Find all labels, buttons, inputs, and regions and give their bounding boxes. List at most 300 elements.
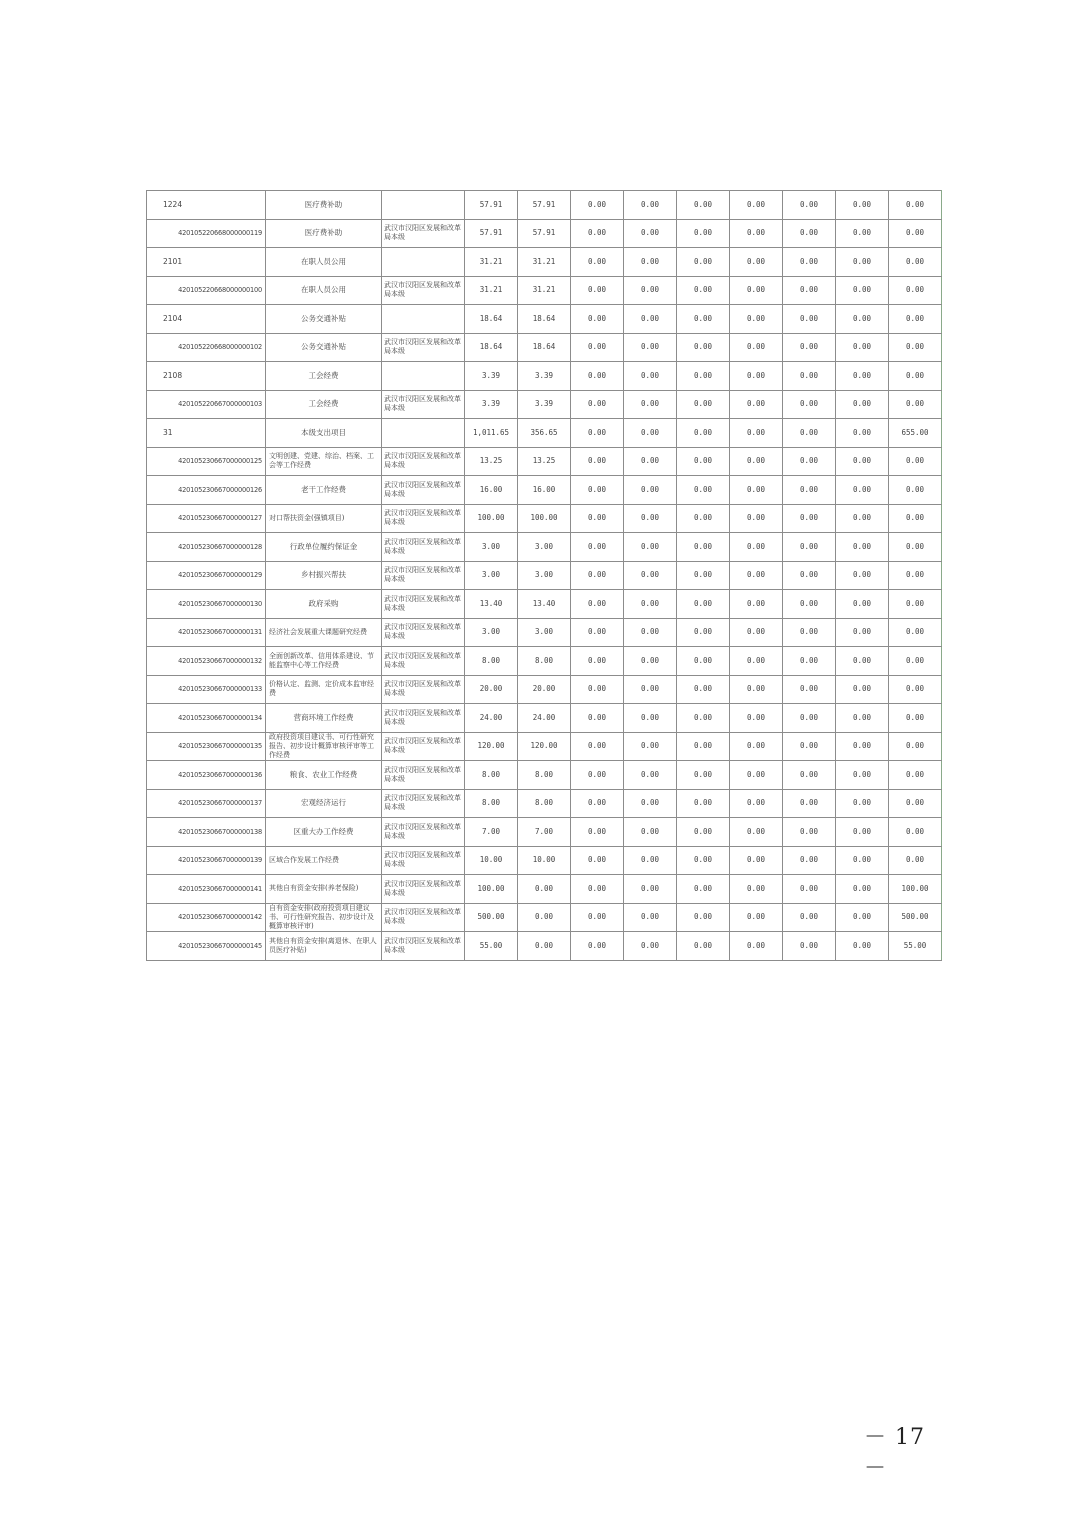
row-amount: 0.00 — [783, 675, 836, 704]
row-amount: 0.00 — [677, 333, 730, 362]
row-amount: 0.00 — [889, 732, 942, 761]
row-amount: 0.00 — [836, 818, 889, 847]
row-amount: 0.00 — [730, 191, 783, 220]
row-amount: 8.00 — [465, 647, 518, 676]
row-amount: 0.00 — [571, 362, 624, 391]
row-amount: 0.00 — [624, 333, 677, 362]
row-amount: 100.00 — [465, 504, 518, 533]
row-amount: 500.00 — [465, 903, 518, 932]
table-row — [147, 704, 942, 733]
row-name: 自有资金安排(政府投资项目建议书、可行性研究报告、初步设计及概算审核评审) — [266, 903, 382, 932]
row-name: 乡村振兴帮扶 — [266, 561, 382, 590]
row-amount: 0.00 — [730, 818, 783, 847]
row-amount: 0.00 — [836, 903, 889, 932]
row-amount: 0.00 — [571, 305, 624, 334]
row-code: 2104 — [147, 305, 266, 334]
row-amount: 0.00 — [730, 761, 783, 790]
row-unit: 武汉市汉阳区发展和改革局本级 — [382, 675, 465, 704]
table-body — [147, 191, 942, 961]
row-amount: 0.00 — [889, 191, 942, 220]
row-amount: 0.00 — [889, 818, 942, 847]
row-amount: 0.00 — [783, 533, 836, 562]
row-amount: 31.21 — [465, 276, 518, 305]
row-amount: 0.00 — [677, 761, 730, 790]
row-unit: 武汉市汉阳区发展和改革局本级 — [382, 818, 465, 847]
row-amount: 8.00 — [518, 789, 571, 818]
row-amount: 0.00 — [783, 875, 836, 904]
row-amount: 3.39 — [518, 362, 571, 391]
row-amount: 0.00 — [889, 276, 942, 305]
row-amount: 0.00 — [730, 476, 783, 505]
row-amount: 0.00 — [677, 903, 730, 932]
row-amount: 8.00 — [465, 761, 518, 790]
row-amount: 0.00 — [783, 590, 836, 619]
row-unit: 武汉市汉阳区发展和改革局本级 — [382, 875, 465, 904]
row-name: 政府采购 — [266, 590, 382, 619]
row-amount: 0.00 — [571, 647, 624, 676]
row-unit — [382, 248, 465, 277]
row-amount: 0.00 — [889, 647, 942, 676]
row-amount: 0.00 — [571, 903, 624, 932]
row-amount: 57.91 — [465, 219, 518, 248]
row-amount: 55.00 — [889, 932, 942, 961]
row-code: 420105230667000000125 — [147, 447, 266, 476]
row-amount: 0.00 — [836, 789, 889, 818]
row-amount: 0.00 — [624, 305, 677, 334]
row-amount: 0.00 — [783, 647, 836, 676]
row-amount: 0.00 — [889, 561, 942, 590]
row-amount: 0.00 — [624, 875, 677, 904]
row-amount: 0.00 — [889, 704, 942, 733]
row-amount: 655.00 — [889, 419, 942, 448]
row-name: 区域合作发展工作经费 — [266, 846, 382, 875]
row-amount: 0.00 — [783, 333, 836, 362]
row-amount: 0.00 — [571, 248, 624, 277]
row-amount: 0.00 — [783, 219, 836, 248]
row-amount: 0.00 — [518, 932, 571, 961]
row-amount: 31.21 — [465, 248, 518, 277]
row-amount: 0.00 — [730, 504, 783, 533]
table-row — [147, 362, 942, 391]
row-amount: 0.00 — [624, 390, 677, 419]
row-unit: 武汉市汉阳区发展和改革局本级 — [382, 590, 465, 619]
row-amount: 0.00 — [889, 390, 942, 419]
row-amount: 0.00 — [783, 789, 836, 818]
row-amount: 0.00 — [889, 846, 942, 875]
row-amount: 0.00 — [571, 419, 624, 448]
row-amount: 0.00 — [836, 704, 889, 733]
row-amount: 0.00 — [889, 305, 942, 334]
row-amount: 0.00 — [783, 447, 836, 476]
row-amount: 100.00 — [889, 875, 942, 904]
row-amount: 0.00 — [677, 561, 730, 590]
row-amount: 0.00 — [783, 846, 836, 875]
row-amount: 0.00 — [889, 476, 942, 505]
row-code: 420105230667000000130 — [147, 590, 266, 619]
row-amount: 0.00 — [730, 618, 783, 647]
row-unit: 武汉市汉阳区发展和改革局本级 — [382, 903, 465, 932]
table-row — [147, 875, 942, 904]
row-amount: 31.21 — [518, 276, 571, 305]
row-amount: 0.00 — [571, 704, 624, 733]
row-amount: 0.00 — [730, 675, 783, 704]
row-amount: 0.00 — [730, 875, 783, 904]
row-amount: 0.00 — [730, 846, 783, 875]
row-amount: 3.00 — [518, 618, 571, 647]
row-amount: 0.00 — [783, 761, 836, 790]
row-amount: 0.00 — [571, 476, 624, 505]
row-amount: 24.00 — [518, 704, 571, 733]
row-name: 工会经费 — [266, 362, 382, 391]
row-amount: 16.00 — [465, 476, 518, 505]
row-amount: 100.00 — [465, 875, 518, 904]
row-amount: 8.00 — [518, 647, 571, 676]
row-name: 营商环境工作经费 — [266, 704, 382, 733]
row-amount: 0.00 — [783, 732, 836, 761]
table-row — [147, 248, 942, 277]
table-row — [147, 846, 942, 875]
row-amount: 3.00 — [465, 618, 518, 647]
row-amount: 0.00 — [571, 875, 624, 904]
table-row — [147, 533, 942, 562]
row-amount: 0.00 — [783, 932, 836, 961]
row-amount: 0.00 — [730, 219, 783, 248]
row-amount: 0.00 — [836, 333, 889, 362]
row-amount: 57.91 — [465, 191, 518, 220]
row-amount: 1,011.65 — [465, 419, 518, 448]
row-amount: 3.39 — [465, 390, 518, 419]
row-unit: 武汉市汉阳区发展和改革局本级 — [382, 561, 465, 590]
row-amount: 24.00 — [465, 704, 518, 733]
row-amount: 0.00 — [783, 419, 836, 448]
table-row — [147, 191, 942, 220]
row-amount: 0.00 — [624, 932, 677, 961]
row-amount: 0.00 — [730, 704, 783, 733]
row-unit: 武汉市汉阳区发展和改革局本级 — [382, 447, 465, 476]
row-amount: 0.00 — [889, 504, 942, 533]
table-row — [147, 818, 942, 847]
row-amount: 0.00 — [783, 276, 836, 305]
row-name: 工会经费 — [266, 390, 382, 419]
row-unit — [382, 191, 465, 220]
row-amount: 0.00 — [624, 419, 677, 448]
row-amount: 0.00 — [677, 504, 730, 533]
row-amount: 0.00 — [571, 191, 624, 220]
row-unit: 武汉市汉阳区发展和改革局本级 — [382, 276, 465, 305]
table-row — [147, 675, 942, 704]
row-amount: 0.00 — [624, 789, 677, 818]
row-amount: 0.00 — [624, 704, 677, 733]
row-name: 经济社会发展重大课题研究经费 — [266, 618, 382, 647]
row-amount: 0.00 — [624, 903, 677, 932]
row-amount: 0.00 — [889, 533, 942, 562]
row-code: 420105230667000000133 — [147, 675, 266, 704]
row-code: 420105230667000000138 — [147, 818, 266, 847]
row-amount: 0.00 — [836, 590, 889, 619]
row-amount: 0.00 — [677, 732, 730, 761]
row-amount: 0.00 — [677, 590, 730, 619]
row-amount: 0.00 — [677, 647, 730, 676]
row-amount: 356.65 — [518, 419, 571, 448]
row-unit: 武汉市汉阳区发展和改革局本级 — [382, 504, 465, 533]
row-amount: 0.00 — [836, 390, 889, 419]
row-amount: 55.00 — [465, 932, 518, 961]
row-amount: 0.00 — [836, 504, 889, 533]
row-amount: 18.64 — [465, 333, 518, 362]
row-amount: 0.00 — [677, 704, 730, 733]
row-amount: 0.00 — [571, 504, 624, 533]
row-unit: 武汉市汉阳区发展和改革局本级 — [382, 789, 465, 818]
row-unit: 武汉市汉阳区发展和改革局本级 — [382, 732, 465, 761]
row-amount: 0.00 — [677, 875, 730, 904]
row-amount: 0.00 — [624, 590, 677, 619]
row-amount: 0.00 — [836, 447, 889, 476]
row-amount: 8.00 — [465, 789, 518, 818]
row-amount: 0.00 — [624, 732, 677, 761]
row-amount: 0.00 — [889, 219, 942, 248]
row-amount: 0.00 — [836, 647, 889, 676]
row-name: 其他自有资金安排(养老保险) — [266, 875, 382, 904]
row-amount: 0.00 — [624, 476, 677, 505]
row-name: 在职人员公用 — [266, 276, 382, 305]
row-name: 对口帮扶资金(强镇项目) — [266, 504, 382, 533]
row-amount: 0.00 — [571, 618, 624, 647]
row-name: 公务交通补贴 — [266, 333, 382, 362]
row-amount: 0.00 — [783, 618, 836, 647]
row-unit — [382, 305, 465, 334]
row-amount: 0.00 — [624, 219, 677, 248]
row-amount: 0.00 — [571, 533, 624, 562]
row-amount: 0.00 — [783, 561, 836, 590]
row-amount: 0.00 — [836, 618, 889, 647]
table-row — [147, 447, 942, 476]
row-amount: 500.00 — [889, 903, 942, 932]
row-amount: 8.00 — [518, 761, 571, 790]
row-amount: 0.00 — [677, 789, 730, 818]
row-amount: 0.00 — [730, 590, 783, 619]
table-row — [147, 305, 942, 334]
table-row — [147, 618, 942, 647]
table-row — [147, 761, 942, 790]
row-unit: 武汉市汉阳区发展和改革局本级 — [382, 476, 465, 505]
row-amount: 0.00 — [889, 333, 942, 362]
row-amount: 0.00 — [624, 248, 677, 277]
row-name: 价格认定、监测、定价成本监审经费 — [266, 675, 382, 704]
row-amount: 0.00 — [624, 818, 677, 847]
table-row — [147, 590, 942, 619]
row-code: 420105220668000000100 — [147, 276, 266, 305]
table-row — [147, 903, 942, 932]
row-amount: 0.00 — [677, 675, 730, 704]
row-amount: 0.00 — [836, 248, 889, 277]
row-name: 行政单位履约保证金 — [266, 533, 382, 562]
row-amount: 0.00 — [624, 362, 677, 391]
row-amount: 0.00 — [624, 618, 677, 647]
row-code: 420105220668000000102 — [147, 333, 266, 362]
row-name: 全面创新改革、信用体系建设、节能监察中心等工作经费 — [266, 647, 382, 676]
row-unit — [382, 362, 465, 391]
row-amount: 0.00 — [730, 561, 783, 590]
row-name: 区重大办工作经费 — [266, 818, 382, 847]
row-name: 医疗费补助 — [266, 191, 382, 220]
row-amount: 0.00 — [677, 818, 730, 847]
row-amount: 0.00 — [730, 362, 783, 391]
row-amount: 0.00 — [571, 932, 624, 961]
row-amount: 0.00 — [730, 789, 783, 818]
row-amount: 0.00 — [571, 561, 624, 590]
row-amount: 0.00 — [889, 248, 942, 277]
row-amount: 0.00 — [518, 903, 571, 932]
row-amount: 0.00 — [571, 761, 624, 790]
row-amount: 0.00 — [836, 761, 889, 790]
row-code: 420105230667000000126 — [147, 476, 266, 505]
row-amount: 13.40 — [518, 590, 571, 619]
row-code: 420105230667000000127 — [147, 504, 266, 533]
row-amount: 0.00 — [624, 846, 677, 875]
row-amount: 0.00 — [571, 818, 624, 847]
row-code: 420105230667000000134 — [147, 704, 266, 733]
row-amount: 0.00 — [783, 305, 836, 334]
row-amount: 0.00 — [677, 846, 730, 875]
row-code: 31 — [147, 419, 266, 448]
row-amount: 0.00 — [836, 561, 889, 590]
row-name: 老干工作经费 — [266, 476, 382, 505]
row-amount: 0.00 — [571, 789, 624, 818]
row-amount: 0.00 — [836, 932, 889, 961]
budget-table — [146, 190, 942, 961]
row-name: 文明创建、党建、综治、档案、工会等工作经费 — [266, 447, 382, 476]
row-amount: 0.00 — [783, 476, 836, 505]
table-row — [147, 732, 942, 761]
row-code: 2108 — [147, 362, 266, 391]
row-amount: 0.00 — [836, 732, 889, 761]
table-row — [147, 561, 942, 590]
row-unit: 武汉市汉阳区发展和改革局本级 — [382, 618, 465, 647]
row-unit: 武汉市汉阳区发展和改革局本级 — [382, 390, 465, 419]
table-row — [147, 390, 942, 419]
row-amount: 0.00 — [836, 362, 889, 391]
row-amount: 13.25 — [518, 447, 571, 476]
row-amount: 18.64 — [465, 305, 518, 334]
row-amount: 0.00 — [624, 533, 677, 562]
row-amount: 0.00 — [624, 561, 677, 590]
row-amount: 0.00 — [677, 419, 730, 448]
row-amount: 0.00 — [836, 276, 889, 305]
row-amount: 0.00 — [783, 191, 836, 220]
row-amount: 0.00 — [730, 276, 783, 305]
row-amount: 0.00 — [730, 305, 783, 334]
row-amount: 100.00 — [518, 504, 571, 533]
row-amount: 0.00 — [783, 504, 836, 533]
row-name: 医疗费补助 — [266, 219, 382, 248]
table-row — [147, 476, 942, 505]
row-amount: 0.00 — [889, 618, 942, 647]
row-unit: 武汉市汉阳区发展和改革局本级 — [382, 333, 465, 362]
row-amount: 120.00 — [465, 732, 518, 761]
table-row — [147, 789, 942, 818]
row-amount: 0.00 — [836, 675, 889, 704]
row-amount: 0.00 — [836, 419, 889, 448]
row-unit: 武汉市汉阳区发展和改革局本级 — [382, 704, 465, 733]
row-amount: 0.00 — [730, 447, 783, 476]
row-amount: 0.00 — [571, 390, 624, 419]
row-amount: 0.00 — [836, 533, 889, 562]
row-amount: 3.00 — [465, 533, 518, 562]
row-code: 420105220668000000119 — [147, 219, 266, 248]
row-amount: 57.91 — [518, 191, 571, 220]
row-name: 政府投资项目建议书、可行性研究报告、初步设计概算审核评审等工作经费 — [266, 732, 382, 761]
row-amount: 0.00 — [571, 732, 624, 761]
row-amount: 0.00 — [624, 647, 677, 676]
row-amount: 0.00 — [677, 932, 730, 961]
row-amount: 31.21 — [518, 248, 571, 277]
table-row — [147, 276, 942, 305]
row-amount: 57.91 — [518, 219, 571, 248]
row-amount: 0.00 — [677, 447, 730, 476]
row-amount: 0.00 — [518, 875, 571, 904]
row-code: 2101 — [147, 248, 266, 277]
page-number: － 17 － — [864, 1425, 925, 1481]
row-unit: 武汉市汉阳区发展和改革局本级 — [382, 219, 465, 248]
row-amount: 13.25 — [465, 447, 518, 476]
row-amount: 0.00 — [677, 248, 730, 277]
row-code: 420105220667000000103 — [147, 390, 266, 419]
row-amount: 16.00 — [518, 476, 571, 505]
table-row — [147, 419, 942, 448]
row-amount: 0.00 — [889, 590, 942, 619]
row-amount: 10.00 — [518, 846, 571, 875]
row-amount: 0.00 — [783, 248, 836, 277]
row-code: 1224 — [147, 191, 266, 220]
row-amount: 0.00 — [730, 533, 783, 562]
row-amount: 7.00 — [465, 818, 518, 847]
row-amount: 0.00 — [730, 932, 783, 961]
row-amount: 0.00 — [571, 846, 624, 875]
row-name: 宏观经济运行 — [266, 789, 382, 818]
row-name: 粮食、农业工作经费 — [266, 761, 382, 790]
row-amount: 0.00 — [624, 504, 677, 533]
row-unit: 武汉市汉阳区发展和改革局本级 — [382, 647, 465, 676]
row-amount: 0.00 — [677, 276, 730, 305]
row-name: 在职人员公用 — [266, 248, 382, 277]
row-amount: 0.00 — [730, 647, 783, 676]
row-amount: 0.00 — [836, 305, 889, 334]
row-code: 420105230667000000128 — [147, 533, 266, 562]
row-amount: 3.39 — [518, 390, 571, 419]
row-amount: 3.00 — [518, 561, 571, 590]
row-amount: 18.64 — [518, 333, 571, 362]
row-unit: 武汉市汉阳区发展和改革局本级 — [382, 846, 465, 875]
row-amount: 0.00 — [677, 305, 730, 334]
row-amount: 0.00 — [889, 675, 942, 704]
row-code: 420105230667000000129 — [147, 561, 266, 590]
row-unit: 武汉市汉阳区发展和改革局本级 — [382, 761, 465, 790]
row-amount: 0.00 — [571, 447, 624, 476]
row-amount: 0.00 — [624, 276, 677, 305]
row-code: 420105230667000000145 — [147, 932, 266, 961]
row-amount: 0.00 — [836, 846, 889, 875]
row-amount: 0.00 — [783, 818, 836, 847]
row-amount: 0.00 — [677, 533, 730, 562]
row-amount: 0.00 — [571, 219, 624, 248]
row-amount: 0.00 — [624, 675, 677, 704]
row-amount: 3.39 — [465, 362, 518, 391]
row-code: 420105230667000000139 — [147, 846, 266, 875]
row-code: 420105230667000000132 — [147, 647, 266, 676]
row-amount: 3.00 — [465, 561, 518, 590]
row-amount: 0.00 — [677, 390, 730, 419]
row-amount: 120.00 — [518, 732, 571, 761]
